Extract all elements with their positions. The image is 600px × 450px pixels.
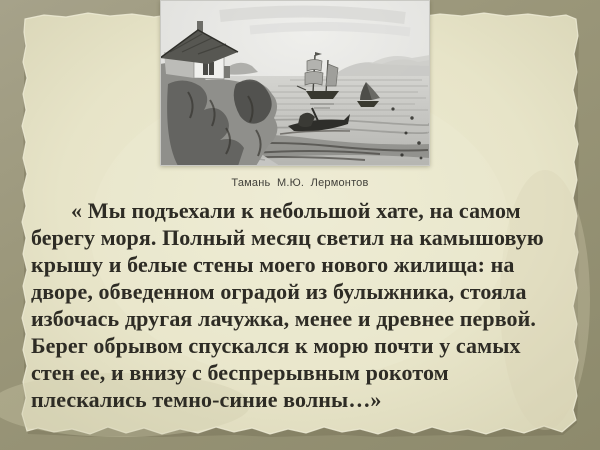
quote-line: дворе, обведенном оградой из булыжника, стояла	[31, 279, 527, 304]
quote-line: плескались темно-синие волны…»	[31, 387, 382, 412]
artwork-sketch	[160, 0, 430, 166]
quote-line: избочась другая лачужка, менее и древнее первой.	[31, 306, 537, 331]
artwork-frame	[160, 0, 430, 166]
quote-line: крышу и белые стены моего нового жилища: на	[31, 252, 515, 277]
quote-line: Берег обрывом спускался к морю почти у самых	[31, 333, 521, 358]
quote-line: « Мы подъехали к небольшой хате, на самом	[71, 198, 521, 223]
quote-block	[31, 197, 579, 413]
artwork-caption: Тамань М.Ю. Лермонтов	[231, 177, 369, 189]
quote-line: берегу моря. Полный месяц светил на камышовую	[31, 225, 544, 250]
quote-line: стен ее, и внизу с беспрерывным рокотом	[31, 360, 449, 385]
